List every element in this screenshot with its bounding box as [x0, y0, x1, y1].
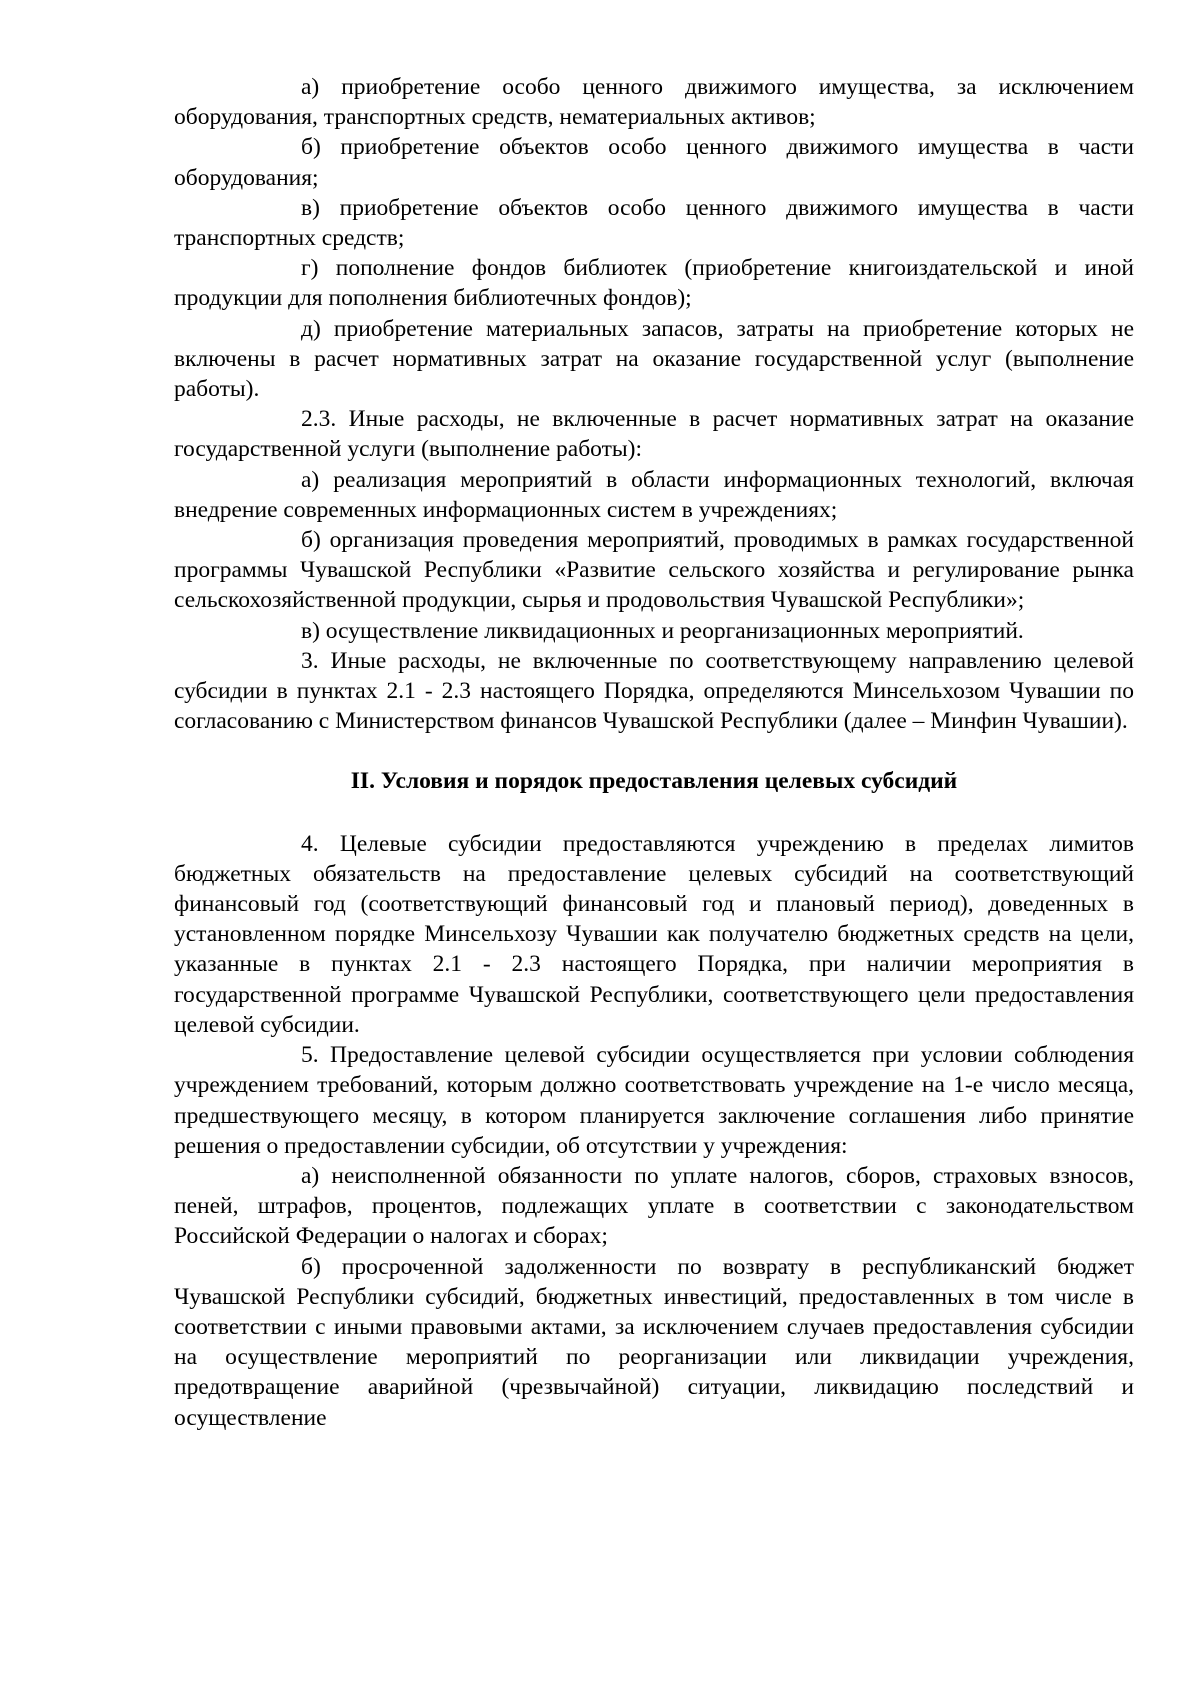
- paragraph-2-3: 2.3. Иные расходы, не включенные в расчет нормативных затрат на оказание государственной услуги (выполнение работы):: [174, 406, 1134, 463]
- paragraph-2-2-b: б) приобретение объектов особо ценного движимого имущества в части оборудования;: [174, 134, 1134, 191]
- spacer: [174, 736, 1134, 766]
- paragraph-5-b: б) просроченной задолженности по возврату в республиканский бюджет Чувашской Республики субсидий, бюджетных инвестиций, предоставленных в том числе в соответствии с иными правовыми актами, за исключением случаев предоставления субсидии на осуществление мероприятий по реорганизации или ликвидации учреждения, предотвращение аварийной (чрезвычайной) ситуации, ликвидацию последствий и осуществление: [174, 1253, 1134, 1431]
- paragraph-2-3-b: б) организация проведения мероприятий, проводимых в рамках государственной программы Чувашской Республики «Развитие сельского хозяйства и регулирование рынка сельскохозяйственной продукции, сырья и продовольствия Чувашской Республики»;: [174, 527, 1134, 614]
- paragraph-2-3-a: а) реализация мероприятий в области информационных технологий, включая внедрение современных информационных систем в учреждениях;: [174, 466, 1134, 523]
- paragraph-5-a: а) неисполненной обязанности по уплате налогов, сборов, страховых взносов, пеней, штрафов, процентов, подлежащих уплате в соответствии с законодательством Российской Федерации о налогах и сборах;: [174, 1162, 1134, 1250]
- paragraph-2-2-d: д) приобретение материальных запасов, затраты на приобретение которых не включены в расчет нормативных затрат на оказание государственной услуг (выполнение работы).: [174, 315, 1134, 403]
- paragraph-5: 5. Предоставление целевой субсидии осуществляется при условии соблюдения учреждением требований, которым должно соответствовать учреждение на 1-е число месяца, предшествующего месяцу, в котором планируется заключение соглашения либо принятие решения о предоставлении субсидии, об отсутствии у учреждения:: [174, 1042, 1134, 1159]
- document-page: [174, 72, 1134, 1433]
- paragraph-2-2-g: г) пополнение фондов библиотек (приобретение книгоиздательской и иной продукции для пополнения библиотечных фондов);: [174, 255, 1134, 312]
- section-heading: II. Условия и порядок предоставления целевых субсидий: [350, 768, 958, 795]
- spacer: [174, 797, 1134, 829]
- paragraph-2-2-a: а) приобретение особо ценного движимого имущества, за исключением оборудования, транспортных средств, нематериальных активов;: [174, 74, 1134, 131]
- paragraph-2-3-v: в) осуществление ликвидационных и реорганизационных мероприятий.: [301, 617, 1024, 644]
- paragraph-4: 4. Целевые субсидии предоставляются учреждению в пределах лимитов бюджетных обязательств на предоставление целевых субсидий на соответствующий финансовый год (соответствующий финансовый год и плановый период), доведенных в установленном порядке Минсельхозу Чувашии как получателю бюджетных средств на цели, указанные в пунктах 2.1 - 2.3 настоящего Порядка, при наличии мероприятия в государственной программе Чувашской Республики, соответствующего цели предоставления целевой субсидии.: [174, 830, 1134, 1038]
- paragraph-2-2-v: в) приобретение объектов особо ценного движимого имущества в части транспортных средств;: [174, 194, 1134, 252]
- paragraph-3: 3. Иные расходы, не включенные по соответствующему направлению целевой субсидии в пунктах 2.1 - 2.3 настоящего Порядка, определяются Минсельхозом Чувашии по согласованию с Министерством финансов Чувашской Республики (далее – Минфин Чувашии).: [174, 647, 1134, 735]
